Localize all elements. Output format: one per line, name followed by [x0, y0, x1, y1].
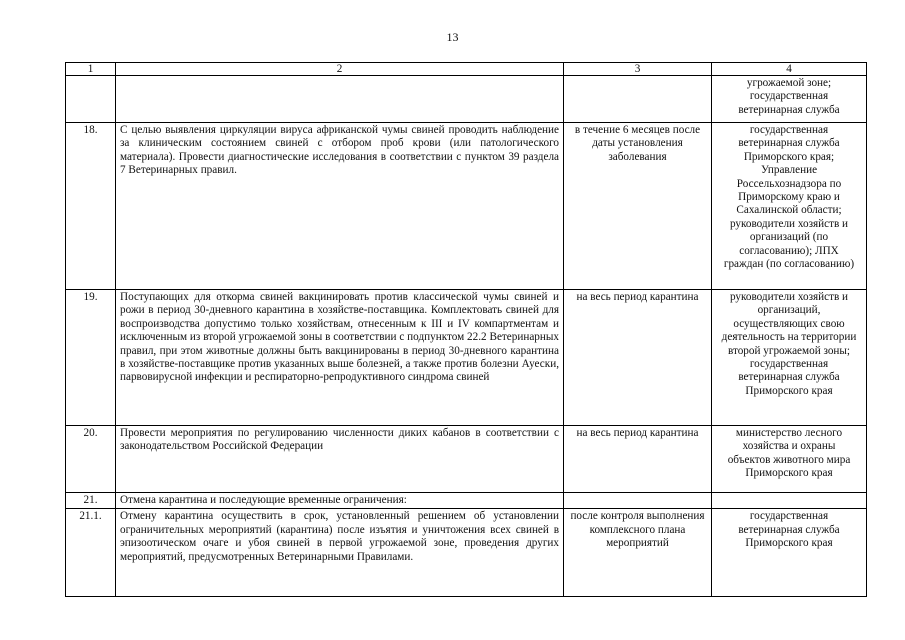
- measure-term: после контроля выполнения комплексного плана мероприятий: [564, 509, 712, 597]
- responsible-line: руководители хозяйств и: [729, 291, 849, 303]
- responsible-line: руководители хозяйств и: [729, 217, 849, 230]
- responsible-line: Приморского края: [745, 467, 833, 480]
- responsible-line: государственная: [749, 358, 829, 371]
- responsible-line: хозяйства и охраны: [742, 440, 836, 453]
- responsible-line: Сахалинской области;: [736, 204, 842, 217]
- page-number: 13: [446, 30, 459, 44]
- responsible-line: ветеринарная служба: [738, 371, 840, 384]
- responsible-line: государственная: [749, 124, 829, 136]
- column-number-row: [66, 63, 867, 76]
- responsible-line: граждан (по согласованию): [723, 258, 855, 271]
- item-number: 20.: [66, 426, 116, 493]
- responsible-line: ветеринарная служба: [738, 523, 840, 536]
- measure-term: на весь период карантина: [564, 290, 712, 426]
- responsible-line: Приморского края: [745, 537, 833, 550]
- column-number-1: 1: [66, 63, 116, 76]
- item-number: 19.: [66, 290, 116, 426]
- measure-term: [564, 493, 712, 509]
- measure-text: Поступающих для откорма свиней вакцинировать против классической чумы свиней и рожи в период 30-дневного карантина в хозяйстве-поставщика. Комплектовать свиней для воспроизводства допустимо только хозяйствам, отнесенным к III и IV компартментам и исключенным из второй угрожаемой зоны в соответствии с подпунктом 22.2 Ветеринарных правил, при этом животные должны быть вакцинированы в период 30-дневного карантина в хозяйстве-поставщике против указанных выше болезней, а также против болезни Ауески, парвовирусной инфекции и респираторно-репродуктивного синдрома свиней: [116, 290, 564, 426]
- responsible-line: деятельность на территории: [721, 331, 857, 344]
- responsible-line: ветеринарная служба: [738, 103, 840, 116]
- responsible-line: объектов животного мира: [727, 453, 851, 466]
- responsible-line: Управление: [760, 164, 818, 177]
- responsible-line: ветеринарная служба: [738, 137, 840, 150]
- responsible-line: государственная: [749, 90, 829, 103]
- responsible-parties: [712, 76, 867, 123]
- table-row: [66, 493, 867, 509]
- item-number: 21.: [66, 493, 116, 509]
- responsible-line: Приморскому краю и: [738, 191, 840, 204]
- item-number: 21.1.: [66, 509, 116, 597]
- responsible-line: Россельхознадзора по: [736, 177, 842, 190]
- column-number-4: 4: [712, 63, 867, 76]
- item-number: [66, 76, 116, 123]
- measure-text: [116, 76, 564, 123]
- table-row: [66, 509, 867, 597]
- table-row: [66, 426, 867, 493]
- responsible-line: осуществляющих свою: [733, 317, 845, 330]
- measure-text: Отмена карантина и последующие временные ограничения:: [116, 493, 564, 509]
- responsible-line: организаций (по: [749, 231, 829, 244]
- table-row: [66, 290, 867, 426]
- responsible-parties: [712, 493, 867, 509]
- measure-text: С целью выявления циркуляции вируса африканской чумы свиней проводить наблюдение за клиническим состоянием свиней с отбором проб крови (или патологического материала). Провести диагностические исследования в соответствии с пунктом 39 раздела 7 Ветеринарных правил.: [116, 123, 564, 290]
- table-row: [66, 123, 867, 290]
- responsible-line: организаций,: [757, 304, 821, 317]
- responsible-line: министерство лесного: [735, 427, 843, 439]
- measures-table: [65, 62, 867, 597]
- responsible-line: государственная: [749, 510, 829, 523]
- measure-term: в течение 6 месяцев после даты установления заболевания: [564, 123, 712, 290]
- responsible-parties: [712, 509, 867, 597]
- responsible-line: Приморского края;: [743, 150, 835, 163]
- column-number-3: 3: [564, 63, 712, 76]
- responsible-parties: [712, 290, 867, 426]
- measure-term: [564, 76, 712, 123]
- column-number-2: 2: [116, 63, 564, 76]
- table-row: [66, 76, 867, 123]
- responsible-line: второй угрожаемой зоны;: [727, 344, 851, 357]
- responsible-line: угрожаемой зоне;: [746, 77, 832, 89]
- responsible-line: согласованию); ЛПХ: [739, 244, 839, 257]
- measure-text: Провести мероприятия по регулированию численности диких кабанов в соответствии с законодательством Российской Федерации: [116, 426, 564, 493]
- measure-term: на весь период карантина: [564, 426, 712, 493]
- item-number: 18.: [66, 123, 116, 290]
- responsible-parties: [712, 123, 867, 290]
- measure-text: Отмену карантина осуществить в срок, установленный решением об установлении ограничительных мероприятий (карантина) после изъятия и уничтожения всех свиней в эпизоотическом очаге и убоя свиней в первой угрожаемой зоне, проведения других мероприятий, предусмотренных Ветеринарными Правилами.: [116, 509, 564, 597]
- responsible-parties: [712, 426, 867, 493]
- responsible-line: Приморского края: [745, 384, 833, 397]
